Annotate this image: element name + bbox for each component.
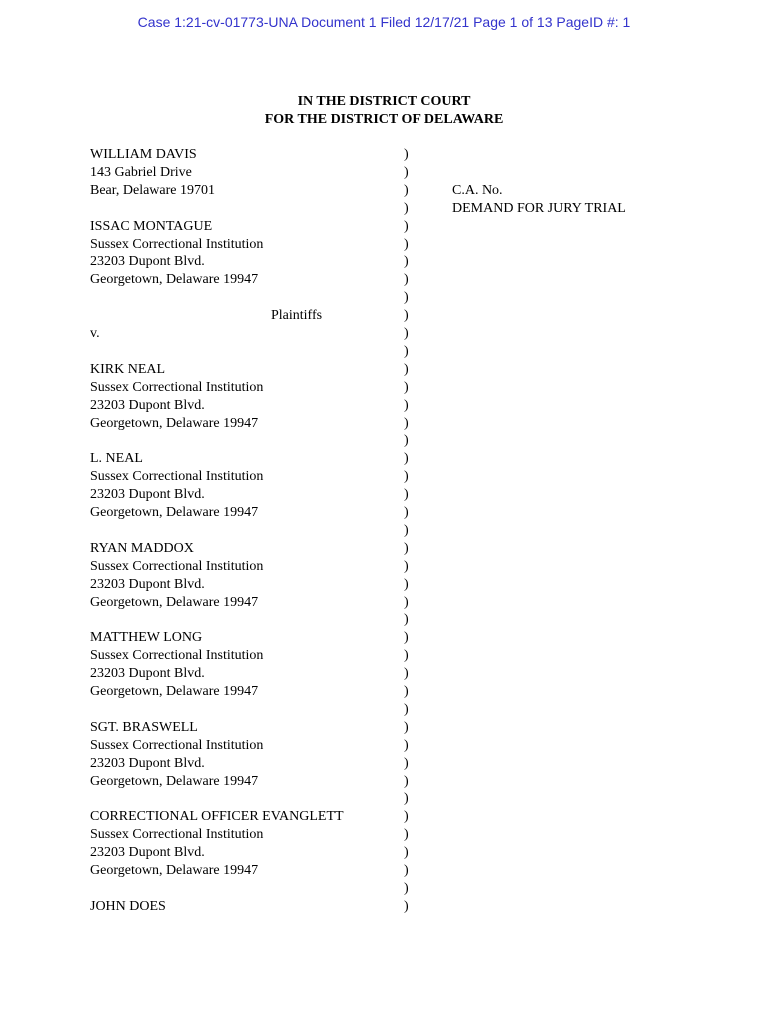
caption-line: RYAN MADDOX (90, 541, 194, 556)
caption-line: 23203 Dupont Blvd. (90, 845, 205, 860)
caption-line: CORRECTIONAL OFFICER EVANGLETT (90, 809, 344, 824)
caption-line: Georgetown, Delaware 19947 (90, 863, 259, 878)
caption-line: Sussex Correctional Institution (90, 237, 264, 252)
caption-paren: ) (404, 201, 409, 216)
caption-paren: ) (404, 577, 409, 592)
caption-line: Sussex Correctional Institution (90, 380, 264, 395)
caption-paren: ) (404, 666, 409, 681)
caption-paren: ) (404, 183, 409, 198)
court-title (0, 93, 768, 129)
caption-line: Georgetown, Delaware 19947 (90, 416, 259, 431)
caption-paren: ) (404, 523, 409, 538)
caption-line: Georgetown, Delaware 19947 (90, 684, 259, 699)
caption-paren: ) (404, 595, 409, 610)
caption-line: v. (90, 326, 100, 341)
caption-line: Sussex Correctional Institution (90, 469, 264, 484)
caption-paren: ) (404, 720, 409, 735)
caption-paren: ) (404, 487, 409, 502)
caption-paren: ) (404, 612, 409, 627)
caption-line: L. NEAL (90, 451, 143, 466)
caption-paren: ) (404, 774, 409, 789)
caption-paren: ) (404, 738, 409, 753)
caption-paren: ) (404, 380, 409, 395)
caption-line: Georgetown, Delaware 19947 (90, 595, 259, 610)
caption-paren: ) (404, 147, 409, 162)
caption-paren: ) (404, 254, 409, 269)
plaintiffs-label: Plaintiffs (271, 308, 323, 323)
caption-paren: ) (404, 845, 409, 860)
caption-line: Bear, Delaware 19701 (90, 183, 215, 198)
caption-paren: ) (404, 630, 409, 645)
caption-paren: ) (404, 756, 409, 771)
caption-paren: ) (404, 451, 409, 466)
caption-paren: ) (404, 290, 409, 305)
caption-paren: ) (404, 809, 409, 824)
caption-line: 143 Gabriel Drive (90, 165, 192, 180)
caption-paren: ) (404, 469, 409, 484)
caption-paren: ) (404, 308, 409, 323)
caption-paren: ) (404, 684, 409, 699)
court-title-line-1: IN THE DISTRICT COURT (297, 94, 471, 109)
caption-paren: ) (404, 648, 409, 663)
caption-paren: ) (404, 326, 409, 341)
caption-paren: ) (404, 362, 409, 377)
caption-line: Georgetown, Delaware 19947 (90, 774, 259, 789)
caption-paren: ) (404, 541, 409, 556)
caption-paren: ) (404, 827, 409, 842)
caption-paren: ) (404, 272, 409, 287)
caption-paren: ) (404, 398, 409, 413)
caption-line: JOHN DOES (90, 899, 166, 914)
caption-paren: ) (404, 881, 409, 896)
filing-header-stamp: Case 1:21-cv-01773-UNA Document 1 Filed 12/17/21 Page 1 of 13 PageID #: 1 (137, 14, 631, 30)
caption-line: 23203 Dupont Blvd. (90, 487, 205, 502)
caption-paren: ) (404, 344, 409, 359)
caption-line: ISSAC MONTAGUE (90, 219, 213, 234)
caption-line: 23203 Dupont Blvd. (90, 254, 205, 269)
caption-paren: ) (404, 559, 409, 574)
caption-line: Sussex Correctional Institution (90, 827, 264, 842)
caption-line: Sussex Correctional Institution (90, 648, 264, 663)
caption-line: 23203 Dupont Blvd. (90, 666, 205, 681)
caption-paren: ) (404, 219, 409, 234)
caption-line: Georgetown, Delaware 19947 (90, 505, 259, 520)
caption-line: Sussex Correctional Institution (90, 559, 264, 574)
caption-paren: ) (404, 237, 409, 252)
case-number-label: C.A. No. (452, 183, 503, 198)
caption-paren: ) (404, 165, 409, 180)
caption-line: KIRK NEAL (90, 362, 166, 377)
jury-trial-demand: DEMAND FOR JURY TRIAL (452, 201, 626, 216)
caption-paren: ) (404, 791, 409, 806)
caption-line: SGT. BRASWELL (90, 720, 198, 735)
caption-paren: ) (404, 863, 409, 878)
caption-paren: ) (404, 505, 409, 520)
caption-line: 23203 Dupont Blvd. (90, 398, 205, 413)
caption-paren: ) (404, 702, 409, 717)
caption-paren: ) (404, 899, 409, 914)
caption-line: Georgetown, Delaware 19947 (90, 272, 259, 287)
caption-line: 23203 Dupont Blvd. (90, 756, 205, 771)
court-title-line-2: FOR THE DISTRICT OF DELAWARE (264, 112, 504, 127)
caption-paren: ) (404, 433, 409, 448)
caption-line: 23203 Dupont Blvd. (90, 577, 205, 592)
caption-line: Sussex Correctional Institution (90, 738, 264, 753)
caption-line: MATTHEW LONG (90, 630, 203, 645)
caption-paren: ) (404, 416, 409, 431)
caption-line: WILLIAM DAVIS (90, 147, 197, 162)
